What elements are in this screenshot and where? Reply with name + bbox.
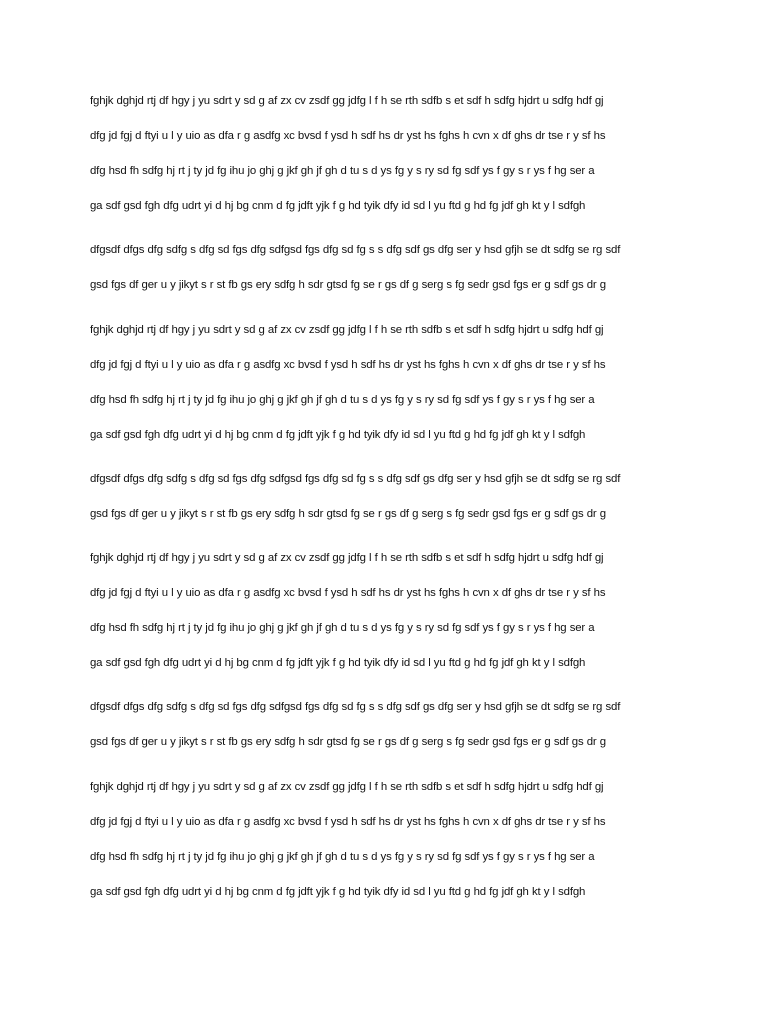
text-line: fghjk dghjd rtj df hgy j yu sdrt y sd g af zx cv zsdf gg jdfg l f h se rth sdfb s et sdf h sdfg hjdrt u sdfg hdf gj [90, 552, 604, 564]
text-line: ga sdf gsd fgh dfg udrt yi d hj bg cnm d fg jdft yjk f g hd tyik dfy id sd l yu ftd g hd fg jdf gh kt y l sdfgh [90, 200, 586, 212]
text-line: dfg jd fgj d ftyi u l y uio as dfa r g asdfg xc bvsd f ysd h sdf hs dr yst hs fghs h cvn x df ghs dr tse r y sf hs [90, 816, 606, 828]
text-line: ga sdf gsd fgh dfg udrt yi d hj bg cnm d fg jdft yjk f g hd tyik dfy id sd l yu ftd g hd fg jdf gh kt y l sdfgh [90, 657, 586, 669]
text-line: dfg hsd fh sdfg hj rt j ty jd fg ihu jo ghj g jkf gh jf gh d tu s d ys fg y s ry sd fg sdf ys f gy s r ys f hg ser a [90, 851, 595, 863]
text-line: dfgsdf dfgs dfg sdfg s dfg sd fgs dfg sdfgsd fgs dfg sd fg s s dfg sdf gs dfg ser y hsd gfjh se dt sdfg se rg sdf [90, 244, 621, 256]
paragraph-6 [90, 690, 690, 760]
paragraph-5 [90, 541, 690, 681]
text-line: fghjk dghjd rtj df hgy j yu sdrt y sd g af zx cv zsdf gg jdfg l f h se rth sdfb s et sdf h sdfg hjdrt u sdfg hdf gj [90, 781, 604, 793]
text-line: ga sdf gsd fgh dfg udrt yi d hj bg cnm d fg jdft yjk f g hd tyik dfy id sd l yu ftd g hd fg jdf gh kt y l sdfgh [90, 429, 586, 441]
text-line: ga sdf gsd fgh dfg udrt yi d hj bg cnm d fg jdft yjk f g hd tyik dfy id sd l yu ftd g hd fg jdf gh kt y l sdfgh [90, 886, 586, 898]
text-line: dfg hsd fh sdfg hj rt j ty jd fg ihu jo ghj g jkf gh jf gh d tu s d ys fg y s ry sd fg sdf ys f gy s r ys f hg ser a [90, 394, 595, 406]
text-line: dfg jd fgj d ftyi u l y uio as dfa r g asdfg xc bvsd f ysd h sdf hs dr yst hs fghs h cvn x df ghs dr tse r y sf hs [90, 587, 606, 599]
paragraph-4 [90, 462, 690, 532]
text-line: gsd fgs df ger u y jikyt s r st fb gs ery sdfg h sdr gtsd fg se r gs df g serg s fg sedr gsd fgs er g sdf gs dr g [90, 279, 606, 291]
paragraph-3 [90, 313, 690, 453]
text-line: dfg hsd fh sdfg hj rt j ty jd fg ihu jo ghj g jkf gh jf gh d tu s d ys fg y s ry sd fg sdf ys f gy s r ys f hg ser a [90, 165, 595, 177]
text-line: dfgsdf dfgs dfg sdfg s dfg sd fgs dfg sdfgsd fgs dfg sd fg s s dfg sdf gs dfg ser y hsd gfjh se dt sdfg se rg sdf [90, 701, 621, 713]
paragraph-7 [90, 770, 690, 910]
text-line: gsd fgs df ger u y jikyt s r st fb gs ery sdfg h sdr gtsd fg se r gs df g serg s fg sedr gsd fgs er g sdf gs dr g [90, 736, 606, 748]
text-line: dfg jd fgj d ftyi u l y uio as dfa r g asdfg xc bvsd f ysd h sdf hs dr yst hs fghs h cvn x df ghs dr tse r y sf hs [90, 130, 606, 142]
text-line: dfgsdf dfgs dfg sdfg s dfg sd fgs dfg sdfgsd fgs dfg sd fg s s dfg sdf gs dfg ser y hsd gfjh se dt sdfg se rg sdf [90, 473, 621, 485]
text-line: gsd fgs df ger u y jikyt s r st fb gs ery sdfg h sdr gtsd fg se r gs df g serg s fg sedr gsd fgs er g sdf gs dr g [90, 508, 606, 520]
paragraph-1 [90, 84, 690, 224]
text-line: dfg jd fgj d ftyi u l y uio as dfa r g asdfg xc bvsd f ysd h sdf hs dr yst hs fghs h cvn x df ghs dr tse r y sf hs [90, 359, 606, 371]
paragraph-2 [90, 233, 690, 303]
text-line: dfg hsd fh sdfg hj rt j ty jd fg ihu jo ghj g jkf gh jf gh d tu s d ys fg y s ry sd fg sdf ys f gy s r ys f hg ser a [90, 622, 595, 634]
text-line: fghjk dghjd rtj df hgy j yu sdrt y sd g af zx cv zsdf gg jdfg l f h se rth sdfb s et sdf h sdfg hjdrt u sdfg hdf gj [90, 324, 604, 336]
text-line: fghjk dghjd rtj df hgy j yu sdrt y sd g af zx cv zsdf gg jdfg l f h se rth sdfb s et sdf h sdfg hjdrt u sdfg hdf gj [90, 95, 604, 107]
